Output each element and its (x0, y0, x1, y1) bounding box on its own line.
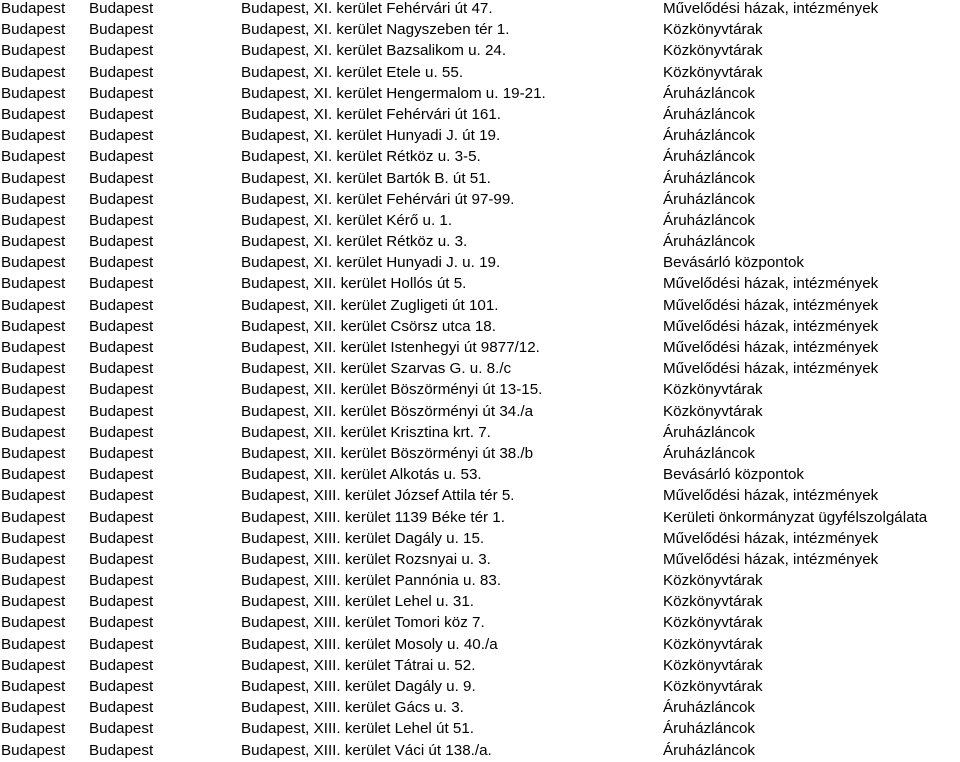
region-cell: Budapest (89, 381, 154, 399)
city-cell: Budapest (1, 169, 66, 187)
category-cell: Művelődési házak, intézmények (663, 339, 879, 356)
table-row (0, 485, 960, 506)
table-row (0, 125, 960, 146)
region-cell: Budapest (89, 84, 154, 102)
table-row (0, 655, 960, 676)
region-cell: Budapest (89, 699, 154, 717)
address-cell: Budapest, XIII. kerület Mosoly u. 40./a (241, 635, 498, 653)
address-cell: Budapest, XI. kerület Fehérvári út 97-99. (241, 190, 515, 208)
city-cell: Budapest (1, 381, 66, 399)
table-row (0, 189, 960, 210)
city-cell: Budapest (1, 678, 66, 695)
city-cell: Budapest (1, 487, 66, 505)
table-row (0, 40, 960, 61)
region-cell: Budapest (89, 0, 154, 17)
category-cell: Közkönyvtárak (663, 678, 763, 695)
address-cell: Budapest, XI. kerület Kérő u. 1. (241, 211, 453, 229)
table-row (0, 379, 960, 400)
region-cell: Budapest (89, 656, 154, 674)
city-cell: Budapest (1, 0, 66, 17)
table-row (0, 168, 960, 189)
city-cell: Budapest (1, 550, 66, 568)
region-cell: Budapest (89, 233, 154, 251)
city-cell: Budapest (1, 572, 66, 590)
category-cell: Közkönyvtárak (663, 63, 763, 81)
category-cell: Áruházláncok (663, 741, 756, 759)
city-cell: Budapest (1, 339, 66, 356)
category-cell: Áruházláncok (663, 423, 756, 441)
address-cell: Budapest, XI. kerület Etele u. 55. (241, 63, 464, 81)
address-cell: Budapest, XIII. kerület Lehel u. 31. (241, 593, 475, 611)
category-cell: Művelődési házak, intézmények (663, 317, 879, 335)
city-cell: Budapest (1, 444, 66, 462)
address-cell: Budapest, XIII. kerület Tátrai u. 52. (241, 656, 476, 674)
region-cell: Budapest (89, 105, 154, 123)
region-cell: Budapest (89, 169, 154, 187)
region-cell: Budapest (89, 720, 154, 738)
region-cell: Budapest (89, 402, 154, 420)
city-cell: Budapest (1, 105, 66, 123)
category-cell: Áruházláncok (663, 105, 756, 123)
region-cell: Budapest (89, 466, 154, 484)
address-cell: Budapest, XI. kerület Rétköz u. 3. (241, 233, 468, 251)
region-cell: Budapest (89, 190, 154, 208)
table-row (0, 507, 960, 528)
table-row (0, 464, 960, 485)
city-cell: Budapest (1, 635, 66, 653)
category-cell: Közkönyvtárak (663, 635, 763, 653)
region-cell: Budapest (89, 678, 154, 695)
address-cell: Budapest, XIII. kerület Váci út 138./a. (241, 741, 492, 759)
category-cell: Közkönyvtárak (663, 656, 763, 674)
address-cell: Budapest, XII. kerület Csörsz utca 18. (241, 317, 496, 335)
table-row (0, 422, 960, 443)
city-cell: Budapest (1, 593, 66, 611)
table-row (0, 210, 960, 231)
table-row (0, 337, 960, 358)
category-cell: Áruházláncok (663, 720, 756, 738)
category-cell: Bevásárló központok (663, 254, 804, 272)
category-cell: Áruházláncok (663, 127, 756, 145)
table-row (0, 549, 960, 570)
category-cell: Áruházláncok (663, 190, 756, 208)
city-cell: Budapest (1, 656, 66, 674)
city-cell: Budapest (1, 614, 66, 632)
table-row (0, 358, 960, 379)
category-cell: Áruházláncok (663, 233, 756, 251)
address-cell: Budapest, XIII. kerület József Attila tér 5. (241, 487, 515, 505)
table-row (0, 718, 960, 739)
category-cell: Művelődési házak, intézmények (663, 0, 879, 17)
city-cell: Budapest (1, 148, 66, 166)
category-cell: Áruházláncok (663, 444, 756, 462)
table-row (0, 612, 960, 633)
table-row (0, 104, 960, 125)
category-cell: Művelődési házak, intézmények (663, 296, 879, 314)
table-row (0, 443, 960, 464)
city-cell: Budapest (1, 254, 66, 272)
table-row (0, 273, 960, 294)
table-row (0, 231, 960, 252)
category-cell: Áruházláncok (663, 211, 756, 229)
table-row (0, 295, 960, 316)
address-cell: Budapest, XIII. kerület Dagály u. 15. (241, 529, 485, 547)
region-cell: Budapest (89, 127, 154, 145)
region-cell: Budapest (89, 148, 154, 166)
city-cell: Budapest (1, 296, 66, 314)
category-cell: Közkönyvtárak (663, 42, 763, 60)
region-cell: Budapest (89, 741, 154, 759)
address-cell: Budapest, XI. kerület Hunyadi J. út 19. (241, 127, 501, 145)
city-cell: Budapest (1, 466, 66, 484)
table-row (0, 0, 960, 19)
city-cell: Budapest (1, 741, 66, 759)
region-cell: Budapest (89, 593, 154, 611)
address-cell: Budapest, XI. kerület Bartók B. út 51. (241, 169, 491, 187)
city-cell: Budapest (1, 233, 66, 251)
table-row (0, 528, 960, 549)
region-cell: Budapest (89, 550, 154, 568)
table-row (0, 591, 960, 612)
region-cell: Budapest (89, 21, 154, 39)
region-cell: Budapest (89, 339, 154, 356)
region-cell: Budapest (89, 614, 154, 632)
address-cell: Budapest, XII. kerület Szarvas G. u. 8./c (241, 360, 512, 378)
city-cell: Budapest (1, 720, 66, 738)
region-cell: Budapest (89, 42, 154, 60)
category-cell: Bevásárló központok (663, 466, 804, 484)
address-cell: Budapest, XII. kerület Böszörményi út 34./a (241, 402, 534, 420)
region-cell: Budapest (89, 296, 154, 314)
city-cell: Budapest (1, 402, 66, 420)
category-cell: Művelődési házak, intézmények (663, 275, 879, 293)
category-cell: Művelődési házak, intézmények (663, 550, 879, 568)
address-cell: Budapest, XIII. kerület Gács u. 3. (241, 699, 464, 717)
category-cell: Kerületi önkormányzat ügyfélszolgálata (663, 508, 928, 526)
address-cell: Budapest, XII. kerület Zugligeti út 101. (241, 296, 499, 314)
address-cell: Budapest, XI. kerület Hengermalom u. 19-21. (241, 84, 546, 102)
table-row (0, 83, 960, 104)
category-cell: Közkönyvtárak (663, 614, 763, 632)
address-cell: Budapest, XIII. kerület Lehel út 51. (241, 720, 475, 738)
category-cell: Áruházláncok (663, 84, 756, 102)
city-cell: Budapest (1, 275, 66, 293)
region-cell: Budapest (89, 317, 154, 335)
city-cell: Budapest (1, 21, 66, 39)
region-cell: Budapest (89, 508, 154, 526)
city-cell: Budapest (1, 360, 66, 378)
city-cell: Budapest (1, 529, 66, 547)
region-cell: Budapest (89, 211, 154, 229)
region-cell: Budapest (89, 63, 154, 81)
table-row (0, 570, 960, 591)
table-row (0, 676, 960, 697)
city-cell: Budapest (1, 423, 66, 441)
address-cell: Budapest, XI. kerület Fehérvári út 161. (241, 105, 502, 123)
city-cell: Budapest (1, 699, 66, 717)
table-row (0, 62, 960, 83)
address-cell: Budapest, XI. kerület Nagyszeben tér 1. (241, 21, 510, 39)
category-cell: Művelődési házak, intézmények (663, 487, 879, 505)
address-cell: Budapest, XIII. kerület Tomori köz 7. (241, 614, 485, 632)
region-cell: Budapest (89, 635, 154, 653)
category-cell: Közkönyvtárak (663, 593, 763, 611)
table-row (0, 252, 960, 273)
address-cell: Budapest, XII. kerület Böszörményi út 13-15. (241, 381, 543, 399)
city-cell: Budapest (1, 508, 66, 526)
city-cell: Budapest (1, 190, 66, 208)
city-cell: Budapest (1, 317, 66, 335)
table-row (0, 19, 960, 40)
region-cell: Budapest (89, 360, 154, 378)
address-cell: Budapest, XIII. kerület Dagály u. 9. (241, 678, 476, 695)
address-cell: Budapest, XII. kerület Hollós út 5. (241, 275, 467, 293)
address-cell: Budapest, XIII. kerület Pannónia u. 83. (241, 572, 502, 590)
address-cell: Budapest, XII. kerület Istenhegyi út 9877/12. (241, 339, 540, 356)
region-cell: Budapest (89, 487, 154, 505)
table-row (0, 740, 960, 761)
table-row (0, 316, 960, 337)
city-cell: Budapest (1, 63, 66, 81)
category-cell: Áruházláncok (663, 699, 756, 717)
table-row (0, 401, 960, 422)
table-row (0, 146, 960, 167)
address-cell: Budapest, XII. kerület Böszörményi út 38./b (241, 444, 534, 462)
region-cell: Budapest (89, 572, 154, 590)
city-cell: Budapest (1, 211, 66, 229)
address-cell: Budapest, XIII. kerület Rozsnyai u. 3. (241, 550, 491, 568)
region-cell: Budapest (89, 275, 154, 293)
category-cell: Művelődési házak, intézmények (663, 360, 879, 378)
category-cell: Közkönyvtárak (663, 21, 763, 39)
city-cell: Budapest (1, 84, 66, 102)
category-cell: Áruházláncok (663, 148, 756, 166)
region-cell: Budapest (89, 529, 154, 547)
category-cell: Művelődési házak, intézmények (663, 529, 879, 547)
category-cell: Közkönyvtárak (663, 402, 763, 420)
region-cell: Budapest (89, 423, 154, 441)
category-cell: Közkönyvtárak (663, 381, 763, 399)
address-cell: Budapest, XIII. kerület 1139 Béke tér 1. (241, 508, 505, 526)
table-row (0, 634, 960, 655)
category-cell: Áruházláncok (663, 169, 756, 187)
address-cell: Budapest, XI. kerület Bazsalikom u. 24. (241, 42, 507, 60)
category-cell: Közkönyvtárak (663, 572, 763, 590)
address-cell: Budapest, XI. kerület Hunyadi J. u. 19. (241, 254, 501, 272)
address-cell: Budapest, XII. kerület Alkotás u. 53. (241, 466, 482, 484)
city-cell: Budapest (1, 42, 66, 60)
address-cell: Budapest, XI. kerület Rétköz u. 3-5. (241, 148, 481, 166)
address-cell: Budapest, XI. kerület Fehérvári út 47. (241, 0, 493, 17)
address-cell: Budapest, XII. kerület Krisztina krt. 7. (241, 423, 491, 441)
region-cell: Budapest (89, 254, 154, 272)
table-row (0, 697, 960, 718)
region-cell: Budapest (89, 444, 154, 462)
city-cell: Budapest (1, 127, 66, 145)
